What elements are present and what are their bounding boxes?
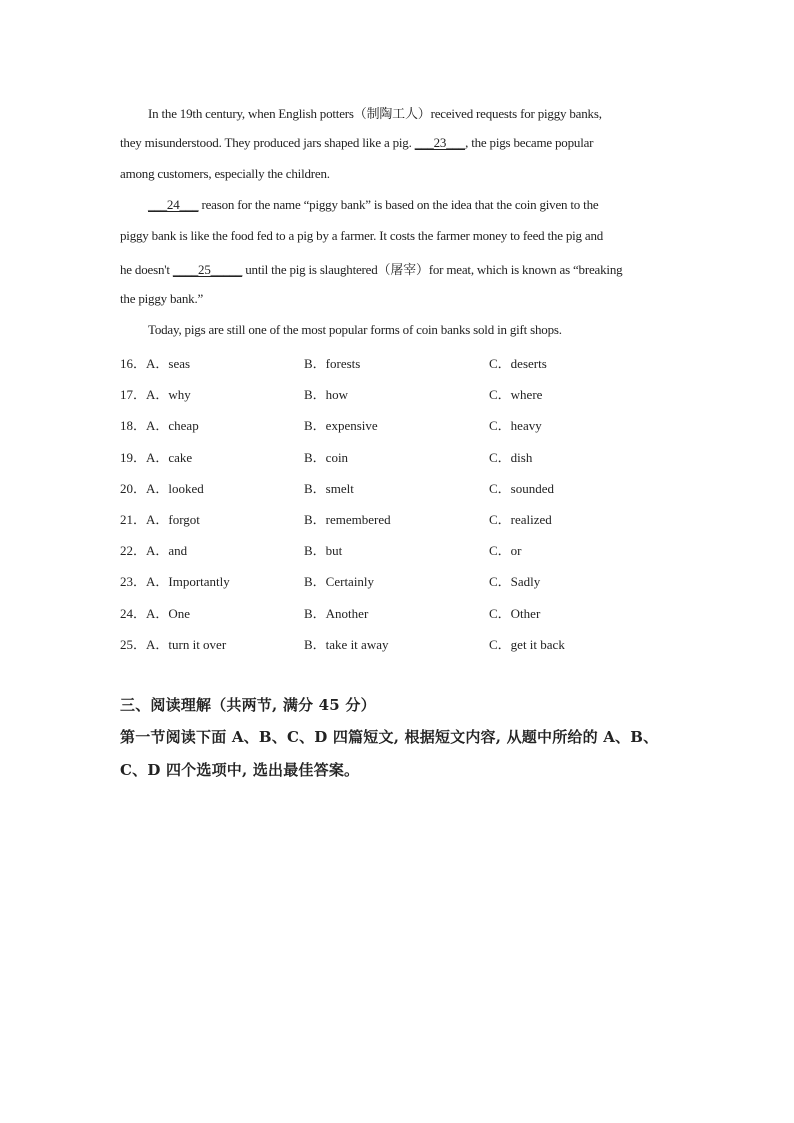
option-b: B．expensive: [304, 418, 378, 433]
option-b: B．smelt: [304, 481, 354, 496]
option-b: B．take it away: [304, 637, 389, 652]
option-b: B．forests: [304, 356, 361, 371]
option-a: 24．A．One: [120, 606, 191, 621]
option-c: C．or: [489, 543, 522, 558]
option-c: C．heavy: [489, 418, 542, 433]
option-a: 16．A．seas: [120, 356, 191, 371]
option-b: B．remembered: [304, 512, 391, 527]
option-a: 20．A．looked: [120, 481, 204, 496]
passage-text: among customers, especially the children.: [120, 166, 330, 181]
section-instructions-line2: C、D 四个选项中, 选出最佳答案。: [120, 761, 360, 779]
option-c: C．where: [489, 387, 543, 402]
option-c: C．realized: [489, 512, 552, 527]
option-a: 22．A．and: [120, 543, 188, 558]
passage-line: [148, 103, 602, 122]
option-a: 18．A．cheap: [120, 418, 199, 433]
passage-line: [120, 166, 330, 182]
option-b: B．but: [304, 543, 343, 558]
passage-text: Today, pigs are still one of the most popular forms of coin banks sold in gift shops.: [148, 322, 562, 337]
section-instructions-line1: 第一节阅读下面 A、B、C、D 四篇短文, 根据短文内容, 从题中所给的 A、B、: [120, 728, 659, 746]
option-a: 19．A．cake: [120, 450, 193, 465]
passage-text: In the 19th century, when English potters（制陶工人）received requests for piggy banks,: [148, 106, 602, 121]
passage-text: , the pigs became popular: [465, 135, 594, 150]
blank-24: ___24___: [148, 197, 199, 212]
passage-line: [120, 291, 203, 307]
option-a: 17．A．why: [120, 387, 191, 402]
option-b: B．how: [304, 387, 349, 402]
option-a: 23．A．Importantly: [120, 574, 230, 589]
option-c: C．deserts: [489, 356, 547, 371]
option-c: C．sounded: [489, 481, 555, 496]
option-c: C．get it back: [489, 637, 565, 652]
option-c: C．dish: [489, 450, 533, 465]
blank-23: ___23___: [414, 135, 466, 150]
option-c: C．Sadly: [489, 574, 541, 589]
passage-text: reason for the name “piggy bank” is based on the idea that the coin given to the: [198, 197, 599, 212]
passage-text: he doesn't: [120, 262, 173, 277]
passage-line: [120, 228, 603, 244]
blank-25: ____25_____: [172, 262, 243, 277]
option-b: B．Another: [304, 606, 369, 621]
passage-text: piggy bank is like the food fed to a pig by a farmer. It costs the farmer money to feed the pig and: [120, 228, 604, 243]
passage-line: [148, 197, 598, 213]
option-a: 25．A．turn it over: [120, 637, 227, 652]
passage-line: [120, 259, 622, 278]
section-title: 三、阅读理解（共两节, 满分 45 分）: [120, 696, 376, 714]
option-b: B．Certainly: [304, 574, 375, 589]
passage-text: until the pig is slaughtered（屠宰）for meat, which is known as “breaking: [242, 262, 623, 277]
passage-line: [148, 322, 562, 338]
option-b: B．coin: [304, 450, 349, 465]
option-a: 21．A．forgot: [120, 512, 200, 527]
passage-text: the piggy bank.”: [120, 291, 204, 306]
passage-line: [120, 135, 593, 151]
option-c: C．Other: [489, 606, 541, 621]
passage-text: they misunderstood. They produced jars shaped like a pig.: [120, 135, 415, 150]
